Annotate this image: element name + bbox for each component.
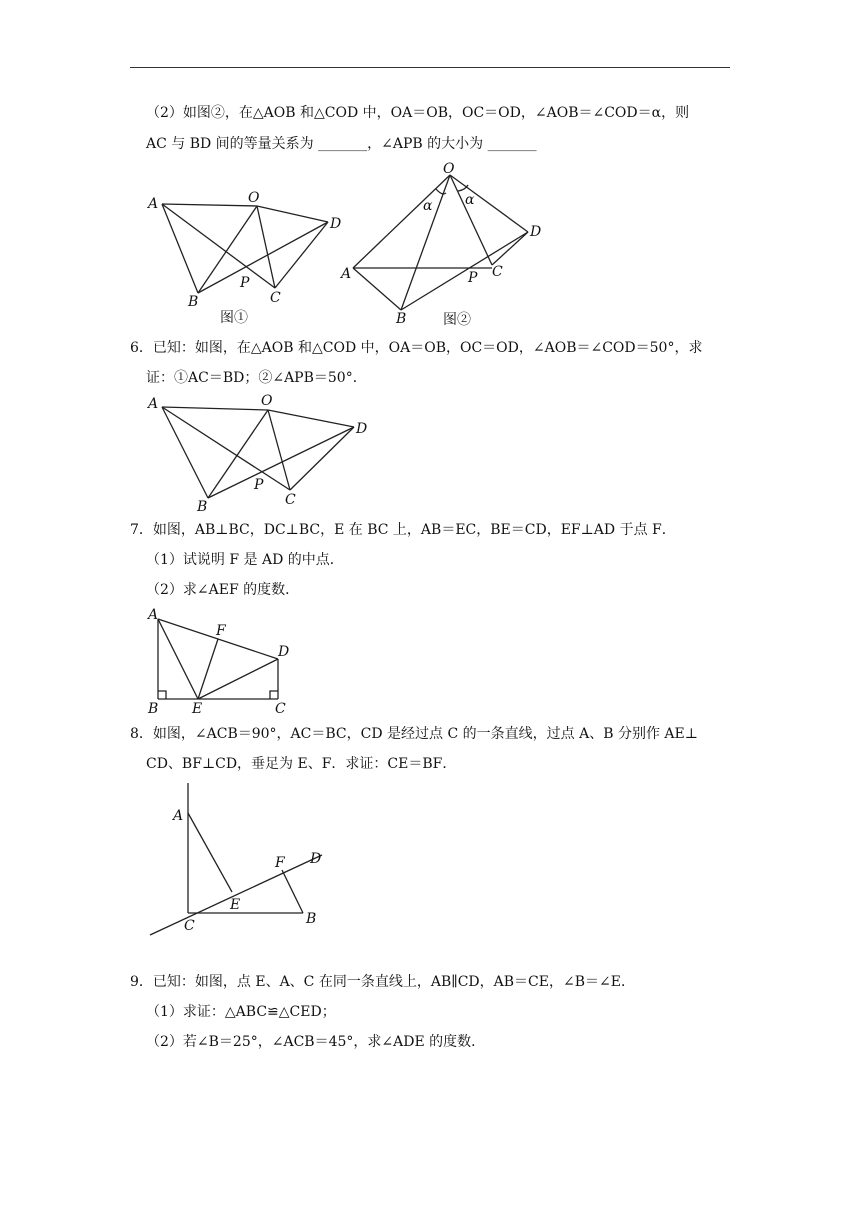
label-B: B [197,499,208,515]
figure-5 [140,775,340,945]
label-A: A [341,266,352,282]
label-F: F [216,623,226,639]
label-C: C [275,701,286,717]
segment-AB [162,407,208,498]
label-C: C [492,264,503,280]
q7-part2: （2）求∠AEF 的度数． [146,582,300,598]
segment-AO [162,407,268,410]
q6-line1: 6．已知：如图，在△AOB 和△COD 中，OA＝OB，OC＝OD，∠AOB＝∠COD＝50°，求 [130,340,703,356]
label-O: O [248,190,260,206]
segment-BO [401,175,450,310]
label-B: B [396,311,407,327]
figure-1-caption: 图① [220,310,248,326]
q7-part1: （1）试说明 F 是 AD 的中点． [146,552,344,568]
segment-AE [188,813,232,892]
segment-OD [257,206,328,222]
figure-2 [335,158,550,330]
label-A: A [148,396,159,412]
segment-BD [208,427,354,498]
label-alpha-2: α [465,192,475,208]
label-E: E [230,897,241,913]
header-rule [130,67,730,68]
q6-line2: 证：①AC＝BD；②∠APB＝50°． [146,370,367,386]
label-C: C [285,492,296,508]
q7-line1: 7．如图，AB⊥BC，DC⊥BC，E 在 BC 上，AB＝EC，BE＝CD，EF⊥AD 于点 F． [130,522,676,538]
segment-BD [401,232,528,310]
q9-part2: （2）若∠B＝25°，∠ACB＝45°，求∠ADE 的度数． [146,1034,486,1050]
label-E: E [192,701,203,717]
label-P: P [240,275,250,291]
segment-AO [162,204,257,206]
segment-OC [450,175,492,265]
label-O: O [261,393,273,409]
segment-BF [282,870,303,913]
label-D: D [530,224,542,240]
segment-OC [257,206,275,288]
label-D: D [310,851,322,867]
figure-4 [140,605,300,720]
label-D: D [278,644,290,660]
label-alpha-1: α [423,198,433,214]
segment-OD [450,175,528,232]
q5-part2-line2: AC 与 BD 间的等量关系为 _______，∠APB 的大小为 _______ [146,136,537,152]
segment-CD [275,222,328,288]
label-P: P [468,270,478,286]
label-A: A [148,196,159,212]
label-B: B [188,294,199,310]
q9-line1: 9．已知：如图，点 E、A、C 在同一条直线上，AB∥CD，AB＝CE，∠B＝∠E． [130,974,635,990]
q8-line1: 8．如图，∠ACB＝90°，AC＝BC，CD 是经过点 C 的一条直线，过点 A、B 分别作 AE⊥ [130,726,698,742]
segment-CD [290,427,354,490]
label-C: C [270,290,281,306]
figure-3 [140,390,380,515]
label-P: P [254,477,264,493]
figure-1 [140,180,350,330]
right-angle-C [270,691,278,699]
label-O: O [443,161,455,177]
q8-line2: CD、BF⊥CD，垂足为 E、F．求证：CE＝BF． [146,756,457,772]
label-C: C [184,918,195,934]
line-CD [150,855,322,935]
label-B: B [306,911,317,927]
label-A: A [148,607,159,623]
angle-arc-2 [458,185,468,191]
label-F: F [275,855,285,871]
label-A: A [173,808,184,824]
q5-part2-line1: （2）如图②，在△AOB 和△COD 中，OA＝OB，OC＝OD，∠AOB＝∠COD＝α，则 [146,105,690,121]
label-D: D [330,216,342,232]
segment-OD [268,410,354,427]
segment-AB [353,268,401,310]
label-B: B [148,701,159,717]
segment-DC [492,232,528,265]
q9-part1: （1）求证：△ABC≌△CED； [146,1004,336,1020]
right-angle-B [158,691,166,699]
label-D: D [356,421,368,437]
figure-2-caption: 图② [443,312,471,328]
segment-OA [353,175,450,268]
